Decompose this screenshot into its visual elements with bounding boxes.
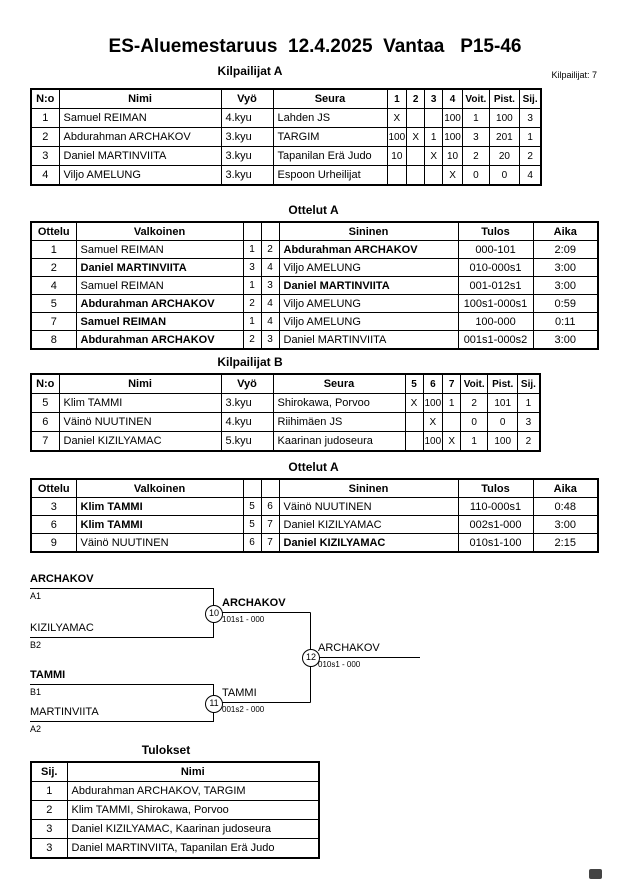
bracket-entry-name: ARCHAKOV xyxy=(30,573,94,585)
cell-white-no: 1 xyxy=(243,277,261,295)
cell-points: 0 xyxy=(488,413,518,432)
cell-result-4: 10 xyxy=(443,147,463,166)
cell-belt: 3.kyu xyxy=(221,394,273,413)
cell-time: 0:48 xyxy=(533,498,598,516)
cell-name: Klim TAMMI, Shirokawa, Porvoo xyxy=(67,801,319,820)
cell-white-no: 5 xyxy=(243,498,261,516)
cell-place: 1 xyxy=(519,128,541,147)
cell-name: Väinö NUUTINEN xyxy=(59,413,221,432)
cell-name: Daniel MARTINVIITA xyxy=(59,147,221,166)
matches-a-heading: Ottelut A xyxy=(288,203,339,217)
cell-name: Abdurahman ARCHAKOV, TARGIM xyxy=(67,782,319,801)
competitors-count: Kilpailijat: 7 xyxy=(551,70,597,80)
result-row xyxy=(31,801,319,820)
cell-result: 010-000s1 xyxy=(458,259,533,277)
bracket-entry-name: TAMMI xyxy=(30,669,66,681)
cell-match-no: 5 xyxy=(31,295,76,313)
medal-bracket xyxy=(0,565,630,741)
cell-points: 101 xyxy=(488,394,518,413)
cell-result-6: X xyxy=(423,413,443,432)
col-header-wins: Voit. xyxy=(462,89,489,109)
cell-place: 3 xyxy=(518,413,540,432)
match-row xyxy=(31,534,598,553)
cell-points: 100 xyxy=(488,432,518,452)
cell-result: 001s1-000s2 xyxy=(458,331,533,350)
pool-row xyxy=(31,432,540,452)
pool-row xyxy=(31,394,540,413)
cell-club: Kaarinan judoseura xyxy=(273,432,405,452)
col-header-empty xyxy=(261,479,279,498)
bracket-winner-name: TAMMI xyxy=(222,687,257,699)
cell-points: 0 xyxy=(489,166,519,186)
col-header-result: Tulos xyxy=(458,222,533,241)
cell-place: 1 xyxy=(31,782,67,801)
cell-blue-no: 2 xyxy=(261,241,279,259)
cell-time: 3:00 xyxy=(533,259,598,277)
cell-blue-name: Väinö NUUTINEN xyxy=(279,498,458,516)
cell-white-name: Abdurahman ARCHAKOV xyxy=(76,295,243,313)
pool-row xyxy=(31,109,541,128)
bracket-entry-name: MARTINVIITA xyxy=(30,706,99,718)
cell-white-no: 2 xyxy=(243,331,261,350)
cell-blue-name: Abdurahman ARCHAKOV xyxy=(279,241,458,259)
page-title: ES-Aluemestaruus 12.4.2025 Vantaa P15-46 xyxy=(108,36,522,57)
cell-points: 201 xyxy=(489,128,519,147)
cell-blue-no: 7 xyxy=(261,534,279,553)
cell-result-2 xyxy=(407,147,425,166)
cell-wins: 0 xyxy=(461,413,488,432)
cell-wins: 3 xyxy=(462,128,489,147)
bracket-entry-name: KIZILYAMAC xyxy=(30,622,94,634)
result-row xyxy=(31,839,319,859)
pool-b-header-row xyxy=(31,374,540,394)
cell-club: Riihimäen JS xyxy=(273,413,405,432)
cell-club: Espoon Urheilijat xyxy=(273,166,387,186)
col-header-wins: Voit. xyxy=(461,374,488,394)
cell-result: 010s1-100 xyxy=(458,534,533,553)
col-header-points: Pist. xyxy=(488,374,518,394)
match-number-badge: 11 xyxy=(205,695,223,713)
cell-time: 3:00 xyxy=(533,277,598,295)
cell-time: 3:00 xyxy=(533,516,598,534)
pool-a-table xyxy=(30,88,542,186)
bracket-entry-seed: A1 xyxy=(30,591,42,601)
match-row xyxy=(31,259,598,277)
cell-result: 100s1-000s1 xyxy=(458,295,533,313)
cell-blue-no: 3 xyxy=(261,331,279,350)
col-header-time: Aika xyxy=(533,222,598,241)
cell-match-no: 2 xyxy=(31,259,76,277)
col-header-empty xyxy=(261,222,279,241)
cell-result-3: X xyxy=(425,147,443,166)
cell-result-6: 100 xyxy=(423,394,443,413)
match-number-badge: 10 xyxy=(205,605,223,623)
cell-result-4: X xyxy=(443,166,463,186)
cell-no: 6 xyxy=(31,413,59,432)
cell-result-2 xyxy=(407,109,425,128)
cell-result-5: X xyxy=(405,394,423,413)
match-row xyxy=(31,295,598,313)
matches-b-header-row xyxy=(31,479,598,498)
match-row xyxy=(31,313,598,331)
match-row xyxy=(31,277,598,295)
cell-white-no: 6 xyxy=(243,534,261,553)
cell-no: 4 xyxy=(31,166,59,186)
cell-result-4: 100 xyxy=(443,109,463,128)
match-row xyxy=(31,516,598,534)
cell-no: 1 xyxy=(31,109,59,128)
cell-name: Abdurahman ARCHAKOV xyxy=(59,128,221,147)
matches-a-header-row xyxy=(31,222,598,241)
cell-wins: 1 xyxy=(462,109,489,128)
col-header-1: 1 xyxy=(387,89,407,109)
cell-club: Tapanilan Erä Judo xyxy=(273,147,387,166)
matches-b-heading: Ottelut A xyxy=(288,460,339,474)
cell-blue-name: Daniel KIZILYAMAC xyxy=(279,534,458,553)
col-header-name: Nimi xyxy=(59,89,221,109)
col-header-empty xyxy=(243,479,261,498)
cell-place: 2 xyxy=(518,432,540,452)
cell-belt: 3.kyu xyxy=(221,166,273,186)
cell-white-no: 2 xyxy=(243,295,261,313)
cell-blue-name: Daniel KIZILYAMAC xyxy=(279,516,458,534)
cell-match-no: 1 xyxy=(31,241,76,259)
cell-white-name: Samuel REIMAN xyxy=(76,313,243,331)
col-header-belt: Vyö xyxy=(221,374,273,394)
cell-no: 2 xyxy=(31,128,59,147)
cell-place: 3 xyxy=(519,109,541,128)
col-header-blue: Sininen xyxy=(279,222,458,241)
cell-white-no: 5 xyxy=(243,516,261,534)
cell-wins: 1 xyxy=(461,432,488,452)
col-header-club: Seura xyxy=(273,374,405,394)
cell-points: 100 xyxy=(489,109,519,128)
cell-result-7 xyxy=(443,413,461,432)
cell-white-name: Abdurahman ARCHAKOV xyxy=(76,331,243,350)
cell-time: 2:15 xyxy=(533,534,598,553)
bracket-match-score: 001s2 - 000 xyxy=(222,705,265,714)
col-header-5: 5 xyxy=(405,374,423,394)
cell-wins: 2 xyxy=(462,147,489,166)
cell-blue-no: 4 xyxy=(261,259,279,277)
cell-time: 0:59 xyxy=(533,295,598,313)
cell-no: 5 xyxy=(31,394,59,413)
pool-row xyxy=(31,413,540,432)
cell-result: 000-101 xyxy=(458,241,533,259)
cell-place: 2 xyxy=(31,801,67,820)
bracket-match-score: 101s1 - 000 xyxy=(222,615,265,624)
cell-place: 3 xyxy=(31,839,67,859)
cell-result: 100-000 xyxy=(458,313,533,331)
col-header-club: Seura xyxy=(273,89,387,109)
cell-no: 7 xyxy=(31,432,59,452)
cell-place: 4 xyxy=(519,166,541,186)
cell-result: 001-012s1 xyxy=(458,277,533,295)
cell-blue-no: 7 xyxy=(261,516,279,534)
col-header-2: 2 xyxy=(407,89,425,109)
cell-white-name: Klim TAMMI xyxy=(76,498,243,516)
cell-white-no: 3 xyxy=(243,259,261,277)
cell-result-4: 100 xyxy=(443,128,463,147)
cell-result-2: X xyxy=(407,128,425,147)
col-header-place: Sij. xyxy=(518,374,540,394)
cell-result: 110-000s1 xyxy=(458,498,533,516)
result-row xyxy=(31,782,319,801)
cell-place: 1 xyxy=(518,394,540,413)
cell-match-no: 3 xyxy=(31,498,76,516)
bracket-winner-name: ARCHAKOV xyxy=(318,642,380,654)
judoshiai-logo xyxy=(589,869,602,879)
col-header-7: 7 xyxy=(443,374,461,394)
cell-result-3 xyxy=(425,109,443,128)
col-header-name: Nimi xyxy=(67,762,319,782)
cell-result-7: X xyxy=(443,432,461,452)
cell-club: Lahden JS xyxy=(273,109,387,128)
cell-match-no: 8 xyxy=(31,331,76,350)
cell-result-3: 1 xyxy=(425,128,443,147)
cell-blue-name: Daniel MARTINVIITA xyxy=(279,277,458,295)
col-header-6: 6 xyxy=(423,374,443,394)
cell-blue-no: 4 xyxy=(261,313,279,331)
results-heading: Tulokset xyxy=(141,743,191,757)
cell-belt: 4.kyu xyxy=(221,413,273,432)
col-header-empty xyxy=(243,222,261,241)
cell-belt: 4.kyu xyxy=(221,109,273,128)
cell-match-no: 9 xyxy=(31,534,76,553)
match-row xyxy=(31,241,598,259)
col-header-no: N:o xyxy=(31,374,59,394)
cell-place: 2 xyxy=(519,147,541,166)
col-header-belt: Vyö xyxy=(221,89,273,109)
cell-match-no: 4 xyxy=(31,277,76,295)
cell-time: 0:11 xyxy=(533,313,598,331)
cell-belt: 3.kyu xyxy=(221,147,273,166)
cell-blue-no: 6 xyxy=(261,498,279,516)
bracket-entry-seed: B1 xyxy=(30,687,42,697)
cell-white-name: Samuel REIMAN xyxy=(76,277,243,295)
col-header-match: Ottelu xyxy=(31,479,76,498)
col-header-white: Valkoinen xyxy=(76,222,243,241)
cell-time: 2:09 xyxy=(533,241,598,259)
cell-result-1: 100 xyxy=(387,128,407,147)
cell-name: Klim TAMMI xyxy=(59,394,221,413)
cell-time: 3:00 xyxy=(533,331,598,350)
cell-points: 20 xyxy=(489,147,519,166)
cell-name: Daniel KIZILYAMAC xyxy=(59,432,221,452)
cell-result-2 xyxy=(407,166,425,186)
cell-blue-name: Viljo AMELUNG xyxy=(279,259,458,277)
cell-result-1: X xyxy=(387,109,407,128)
col-header-no: N:o xyxy=(31,89,59,109)
results-header-row xyxy=(31,762,319,782)
cell-no: 3 xyxy=(31,147,59,166)
cell-result-5 xyxy=(405,432,423,452)
pool-row xyxy=(31,147,541,166)
cell-result: 002s1-000 xyxy=(458,516,533,534)
results-table xyxy=(30,761,320,859)
cell-result-6: 100 xyxy=(423,432,443,452)
col-header-name: Nimi xyxy=(59,374,221,394)
match-row xyxy=(31,331,598,350)
cell-white-name: Klim TAMMI xyxy=(76,516,243,534)
col-header-points: Pist. xyxy=(489,89,519,109)
cell-white-no: 1 xyxy=(243,313,261,331)
cell-name: Samuel REIMAN xyxy=(59,109,221,128)
col-header-match: Ottelu xyxy=(31,222,76,241)
cell-match-no: 7 xyxy=(31,313,76,331)
cell-result-3 xyxy=(425,166,443,186)
cell-blue-name: Viljo AMELUNG xyxy=(279,313,458,331)
pool-row xyxy=(31,166,541,186)
cell-blue-name: Viljo AMELUNG xyxy=(279,295,458,313)
col-header-result: Tulos xyxy=(458,479,533,498)
matches-b-table xyxy=(30,478,599,553)
cell-wins: 2 xyxy=(461,394,488,413)
cell-club: TARGIM xyxy=(273,128,387,147)
cell-white-name: Samuel REIMAN xyxy=(76,241,243,259)
cell-match-no: 6 xyxy=(31,516,76,534)
col-header-place: Sij. xyxy=(519,89,541,109)
cell-blue-no: 4 xyxy=(261,295,279,313)
cell-name: Daniel MARTINVIITA, Tapanilan Erä Judo xyxy=(67,839,319,859)
bracket-match-score: 010s1 - 000 xyxy=(318,660,361,669)
result-row xyxy=(31,820,319,839)
cell-name: Daniel KIZILYAMAC, Kaarinan judoseura xyxy=(67,820,319,839)
cell-wins: 0 xyxy=(462,166,489,186)
cell-result-5 xyxy=(405,413,423,432)
col-header-time: Aika xyxy=(533,479,598,498)
match-number-badge: 12 xyxy=(302,649,320,667)
pool-b-heading: Kilpailijat B xyxy=(217,355,283,369)
pool-b-table xyxy=(30,373,541,452)
col-header-3: 3 xyxy=(425,89,443,109)
cell-result-1 xyxy=(387,166,407,186)
cell-result-7: 1 xyxy=(443,394,461,413)
cell-belt: 5.kyu xyxy=(221,432,273,452)
cell-blue-name: Daniel MARTINVIITA xyxy=(279,331,458,350)
col-header-4: 4 xyxy=(443,89,463,109)
match-row xyxy=(31,498,598,516)
pool-a-heading: Kilpailijat A xyxy=(217,64,283,78)
pool-a-header-row xyxy=(31,89,541,109)
col-header-place: Sij. xyxy=(31,762,67,782)
cell-place: 3 xyxy=(31,820,67,839)
pool-row xyxy=(31,128,541,147)
cell-blue-no: 3 xyxy=(261,277,279,295)
cell-white-name: Daniel MARTINVIITA xyxy=(76,259,243,277)
cell-white-no: 1 xyxy=(243,241,261,259)
cell-white-name: Väinö NUUTINEN xyxy=(76,534,243,553)
cell-result-1: 10 xyxy=(387,147,407,166)
cell-club: Shirokawa, Porvoo xyxy=(273,394,405,413)
cell-name: Viljo AMELUNG xyxy=(59,166,221,186)
matches-a-table xyxy=(30,221,599,350)
cell-belt: 3.kyu xyxy=(221,128,273,147)
bracket-entry-seed: B2 xyxy=(30,640,42,650)
col-header-blue: Sininen xyxy=(279,479,458,498)
bracket-entry-seed: A2 xyxy=(30,724,42,734)
col-header-white: Valkoinen xyxy=(76,479,243,498)
bracket-winner-name: ARCHAKOV xyxy=(222,597,286,609)
